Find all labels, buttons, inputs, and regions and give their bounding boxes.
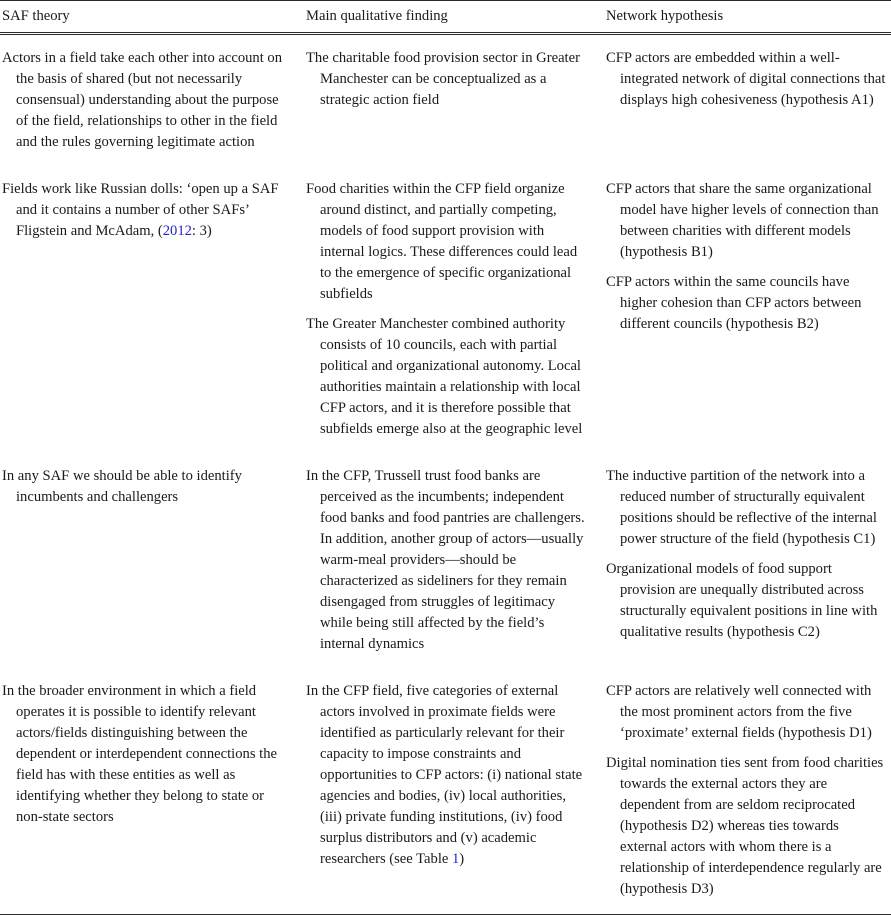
cell-saf-theory xyxy=(0,668,302,915)
citation-text-prefix: Fields work like Russian dolls: ‘open up a SAF and it contains a number of other SAFs’ Fligstein and McAdam, ( xyxy=(2,181,279,240)
cell-network-hypothesis xyxy=(600,453,891,668)
paragraph: In the CFP, Trussell trust food banks are perceived as the incumbents; independent food banks and food pantries are challengers. In addition, another group of actors—usually warm-meal providers—should be characterized as sideliners for they remain disengaged from struggles of legitimacy while being still affected by the field’s internal dynamics xyxy=(306,468,585,653)
paragraph: In any SAF we should be able to identify incumbents and challengers xyxy=(2,468,242,506)
cell-main-finding xyxy=(302,453,600,668)
paragraph: Food charities within the CFP field organize around distinct, and partially competing, models of food support provision with internal logics. These differences could lead to the emergence of specific organizational subfields xyxy=(306,181,578,303)
cell-saf-theory xyxy=(0,453,302,668)
paragraph: Digital nomination ties sent from food charities towards the external actors they are dependent from are seldom reciprocated (hypothesis D2) whereas ties towards external actors with whom there is a relationship of interdependence regularly are (hypothesis D3) xyxy=(606,755,884,898)
cell-saf-theory xyxy=(0,166,302,453)
table-reference-link-1[interactable]: 1 xyxy=(452,851,460,868)
paragraph xyxy=(306,681,586,870)
cell-network-hypothesis xyxy=(600,34,891,167)
paragraph: Organizational models of food support provision are unequally distributed across structurally equivalent positions in line with qualitative results (hypothesis C2) xyxy=(606,561,878,641)
paragraph: The inductive partition of the network into a reduced number of structurally equivalent positions should be reflective of the internal power structure of the field (hypothesis C1) xyxy=(606,468,877,548)
table-row xyxy=(0,453,891,668)
cell-network-hypothesis xyxy=(600,668,891,915)
citation-link-2012[interactable]: 2012 xyxy=(162,223,192,240)
table-reference-suffix: ) xyxy=(459,851,465,868)
table-header xyxy=(0,1,891,34)
column-header-saf-theory: SAF theory xyxy=(0,1,302,34)
table-row xyxy=(0,34,891,167)
table-header-row xyxy=(0,1,891,34)
column-header-network-hypothesis: Network hypothesis xyxy=(600,1,891,34)
cell-network-hypothesis xyxy=(600,166,891,453)
cell-main-finding xyxy=(302,166,600,453)
cell-saf-theory xyxy=(0,34,302,167)
table-row xyxy=(0,166,891,453)
paragraph: CFP actors within the same councils have higher cohesion than CFP actors between different councils (hypothesis B2) xyxy=(606,274,862,333)
paragraph: CFP actors that share the same organizational model have higher levels of connection than between charities with different models (hypothesis B1) xyxy=(606,181,879,261)
cell-main-finding xyxy=(302,34,600,167)
table-row xyxy=(0,668,891,915)
paragraph: The charitable food provision sector in Greater Manchester can be conceptualized as a strategic action field xyxy=(306,50,580,109)
paragraph: CFP actors are embedded within a well-integrated network of digital connections that displays high cohesiveness (hypothesis A1) xyxy=(606,50,886,109)
paragraph: Actors in a field take each other into account on the basis of shared (but not necessarily consensual) understanding about the purpose of the field, relationships to other in the field and the rules governing legitimate action xyxy=(2,50,283,151)
column-header-main-finding: Main qualitative finding xyxy=(302,1,600,34)
cell-main-finding xyxy=(302,668,600,915)
paragraph: The Greater Manchester combined authority consists of 10 councils, each with partial political and organizational autonomy. Local authorities maintain a relationship with local CFP actors, and it is therefore possible that subfields emerge also at the geographic level xyxy=(306,316,583,438)
table-body xyxy=(0,34,891,915)
paragraph xyxy=(2,179,288,242)
paragraph: In the broader environment in which a field operates it is possible to identify relevant actors/fields distinguishing between the dependent or interdependent connections the field has with these entities as well as identifying whether they belong to state or non-state sectors xyxy=(2,683,277,826)
paragraph: CFP actors are relatively well connected with the most prominent actors from the five ‘proximate’ external fields (hypothesis D1) xyxy=(606,683,872,742)
table-reference-prefix: In the CFP field, five categories of external actors involved in proximate fields were identified as particularly relevant for their capacity to impose constraints and opportunities to CFP actors: (i) national state agencies and bodies, (iv) local authorities, (iii) private funding institutions, (iv) food surplus distributors and (v) academic researchers (see Table xyxy=(306,683,583,868)
citation-text-suffix: : 3) xyxy=(191,223,212,240)
